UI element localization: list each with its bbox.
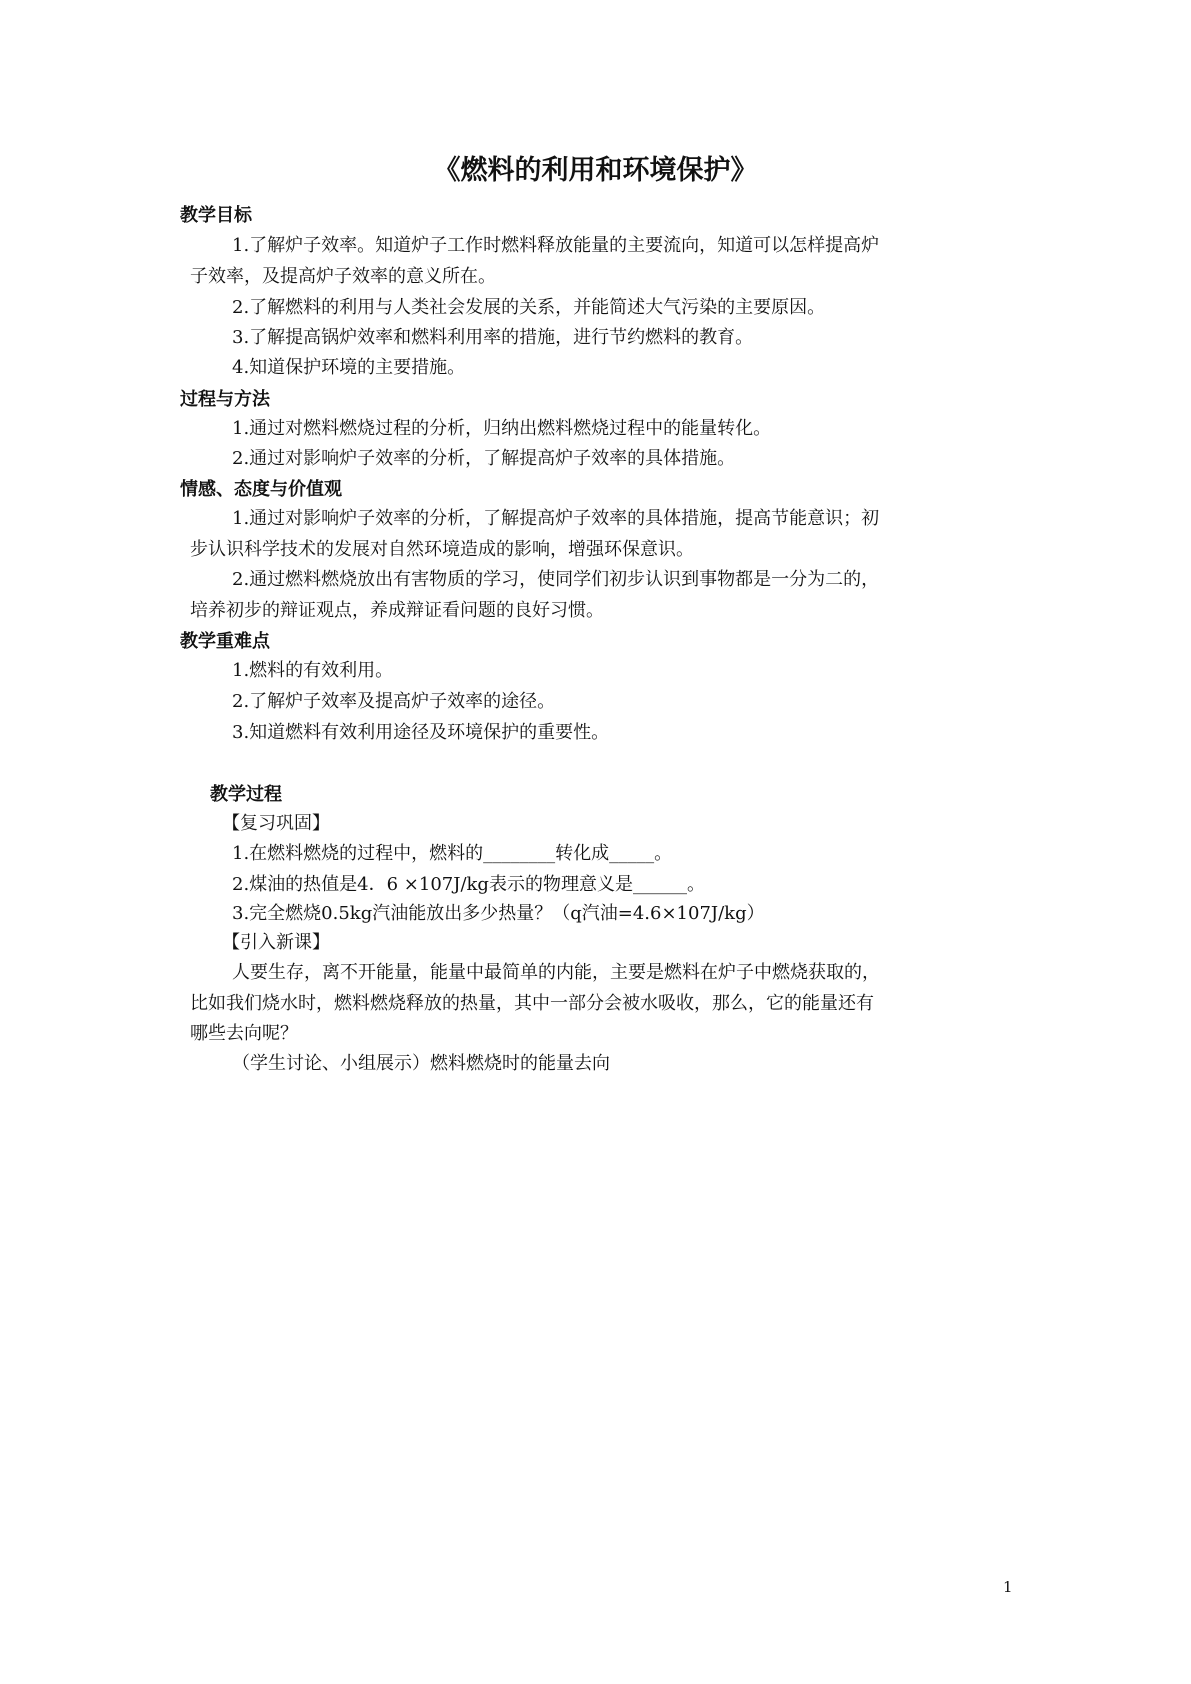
text-line: 培养初步的辩证观点，养成辩证看问题的良好习惯。 xyxy=(190,600,604,621)
text-line: 步认识科学技术的发展对自然环境造成的影响，增强环保意识。 xyxy=(190,539,694,560)
subheading-review: 【复习巩固】 xyxy=(222,813,330,834)
document-title: 《燃料的利用和环境保护》 xyxy=(433,155,758,186)
text-line: （学生讨论、小组展示）燃料燃烧时的能量去向 xyxy=(232,1053,610,1074)
text-line: 4.知道保护环境的主要措施。 xyxy=(232,357,466,378)
question: 3.完全燃烧0.5kg汽油能放出多少热量？（q汽油=4.6×107J/kg） xyxy=(232,903,765,924)
text-line: 2.了解炉子效率及提高炉子效率的途径。 xyxy=(232,691,556,712)
question: 1.在燃料燃烧的过程中，燃料的________转化成_____。 xyxy=(232,843,673,864)
text-line: 1.通过对影响炉子效率的分析，了解提高炉子效率的具体措施，提高节能意识；初 xyxy=(232,508,880,529)
text-line: 3.了解提高锅炉效率和燃料利用率的措施，进行节约燃料的教育。 xyxy=(232,327,754,348)
text-line: 2.通过对影响炉子效率的分析，了解提高炉子效率的具体措施。 xyxy=(232,448,736,469)
text-line: 1.燃料的有效利用。 xyxy=(232,660,394,681)
text-line: 比如我们烧水时，燃料燃烧释放的热量，其中一部分会被水吸收，那么，它的能量还有 xyxy=(190,993,874,1014)
text-line: 2.通过燃料燃烧放出有害物质的学习，使同学们初步认识到事物都是一分为二的， xyxy=(232,569,880,590)
question: 2.煤油的热值是4．6 ×107J/kg表示的物理意义是______。 xyxy=(232,874,705,895)
section-heading: 教学目标 xyxy=(180,205,252,226)
text-line: 人要生存，离不开能量，能量中最简单的内能，主要是燃料在炉子中燃烧获取的， xyxy=(232,962,880,983)
section-heading: 情感、态度与价值观 xyxy=(180,479,342,500)
section-heading: 教学过程 xyxy=(210,784,282,805)
text-line: 哪些去向呢？ xyxy=(190,1023,298,1044)
text-line: 1.了解炉子效率。知道炉子工作时燃料释放能量的主要流向，知道可以怎样提高炉 xyxy=(232,235,880,256)
section-heading: 教学重难点 xyxy=(180,631,270,652)
subheading-intro: 【引入新课】 xyxy=(222,932,330,953)
page-number: 1 xyxy=(1003,1578,1013,1596)
text-line: 子效率，及提高炉子效率的意义所在。 xyxy=(190,266,496,287)
text-line: 2.了解燃料的利用与人类社会发展的关系，并能简述大气污染的主要原因。 xyxy=(232,297,826,318)
section-heading: 过程与方法 xyxy=(180,389,270,410)
text-line: 3.知道燃料有效利用途径及环境保护的重要性。 xyxy=(232,722,610,743)
text-line: 1.通过对燃料燃烧过程的分析，归纳出燃料燃烧过程中的能量转化。 xyxy=(232,418,772,439)
